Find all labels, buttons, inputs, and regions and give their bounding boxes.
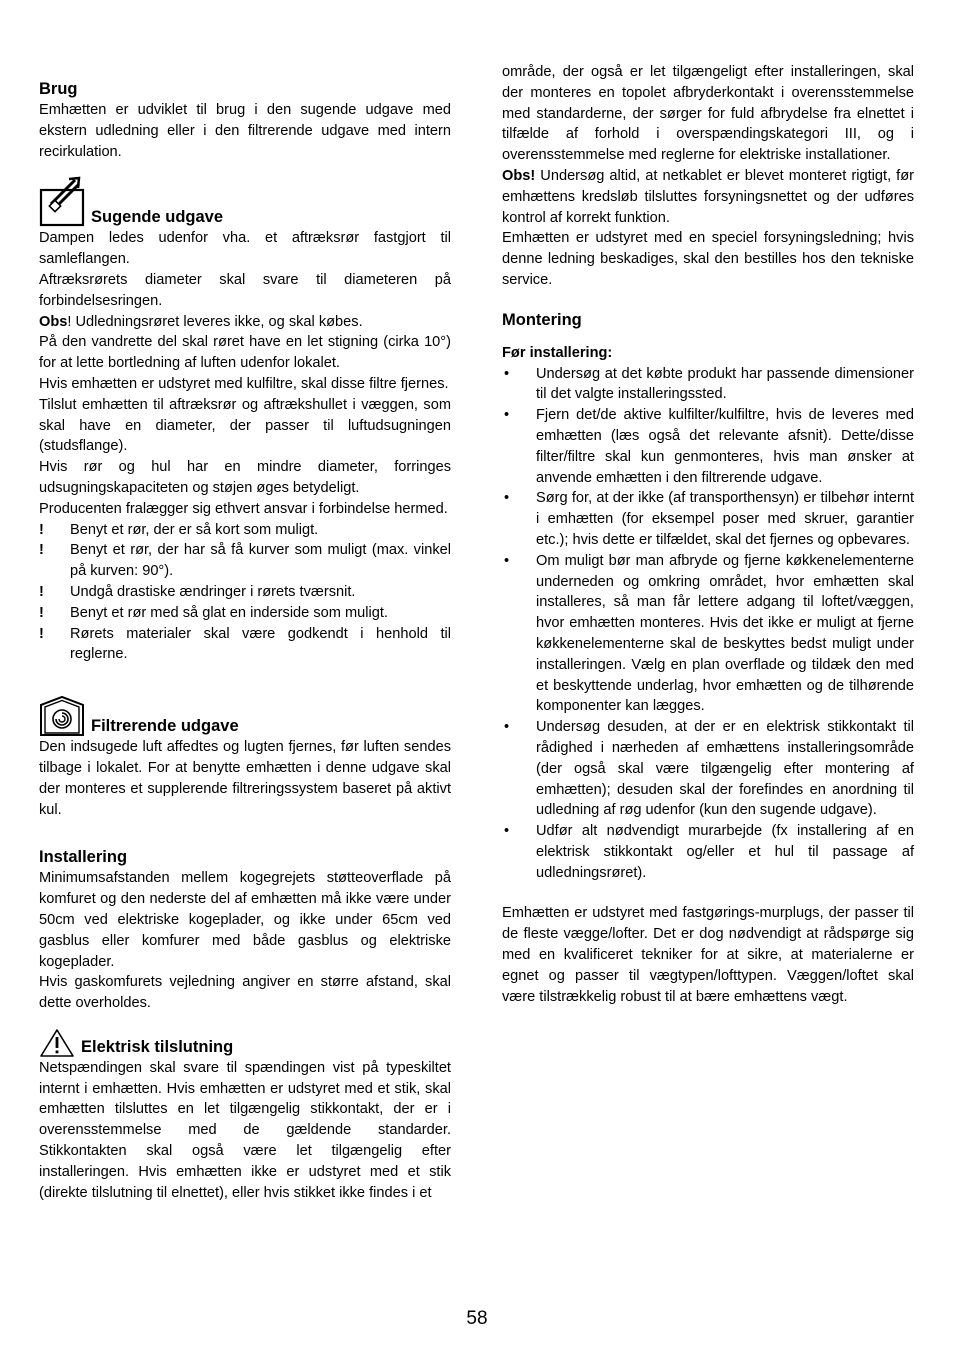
warning-text: Benyt et rør, der har så få kurver som muligt (max. vinkel på kurven: 90°). [70,542,451,580]
service-text: Emhætten er udstyret med en speciel forsyningsledning; hvis denne ledning beskadiges, skal den bestilles hos den tekniske service. [502,230,914,288]
sugende-obs [39,312,451,333]
bullet-text: Undersøg at det købte produkt har passende dimensioner til det valgte installeringssted. [536,365,914,403]
bullet-mark: • [504,365,510,382]
montering-closing: Emhætten er udstyret med fastgørings-murplugs, der passer til de fleste vægge/lofter. Det er dog nødvendigt at rådspørge sig med en kvalificeret tekniker for at sikre, at materialerne er egnet og passer til vægtypen/lofttypen. Væggen/loftet skal være tilstrækkelig robust til at bære emhættens vægt. [502,905,914,1005]
bullet-mark: • [504,552,510,569]
bullet-text: Fjern det/de aktive kulfilter/kulfiltre, hvis de leveres med emhætten (læs også det relevante afsnit). Dette/disse filter/filtre skal kun genmonteres, hvis man ønsker at anvende emhætten i den filtrerende udgave. [536,407,914,486]
obs-text: ! Udledningsrøret leveres ikke, og skal købes. [67,313,363,330]
warning-text: Benyt et rør, der er så kort som muligt. [70,521,319,538]
sugende-p2: Aftræksrørets diameter skal svare til diameteren på forbindelsesringen. [39,271,451,309]
warning-item [39,603,451,624]
filtrerende-header [39,695,451,737]
bullet-text: Om muligt bør man afbryde og fjerne køkkenelementerne underneden og omkring området, hvor emhætten skal installeres, så man får lettere adgang til loftet/væggen, hvor emhætten monteres. Hvis det ikke er muligt at fjerne køkkenelementerne skal de beskyttes bedst muligt under installeringen. Vælg en plan overflade og tildæk den med et beskyttende underlag, hvor emhætten og de tilhørende komponenter kan lægges. [536,552,914,715]
sugende-p6: Hvis rør og hul har en mindre diameter, forringes udsugningskapaciteten og støjen øges betydeligt. [39,459,451,496]
obs-label: Obs! [502,167,536,184]
sugende-header [39,176,451,228]
bullet-list [502,364,914,884]
heading-installering: Installering [39,848,128,867]
heading-sugende: Sugende udgave [91,208,224,227]
list-item [502,821,914,883]
warning-text: Benyt et rør med så glat en inderside som muligt. [70,604,388,621]
sugende-p3: På den vandrette del skal røret have en let stigning (cirka 10°) for at lette bortledning af luften udenfor lokalet. [39,334,451,372]
bullet-mark: • [504,407,510,424]
right-obs [502,166,914,228]
list-item [502,488,914,550]
warning-mark: ! [39,542,44,559]
warning-item [39,624,451,666]
obs-text: Undersøg altid, at netkablet er blevet monteret rigtigt, før emhættens kredsløb tilsluttes forsyningsnettet og der udføres kontrol af korrekt funktion. [502,167,914,226]
heading-brug: Brug [39,80,78,98]
right-column [502,62,914,1007]
bullet-text: Undersøg desuden, at der er en elektrisk stikkontakt til rådighed i nærheden af emhættens installeringsområde (der også skal være tilgængelig efter montering af emhætten); desuden skal der forefindes en anordning til udledning af røg udenfor (kun den sugende udgave). [536,719,914,819]
heading-filtrerende: Filtrerende udgave [91,717,239,736]
warning-mark: ! [39,521,44,538]
filtrerende-text: Den indsugede luft affedtes og lugten fjernes, før luften sendes tilbage i lokalet. For at benytte emhætten i denne udgave skal der monteres et supplerende filtreringssystem baseret på aktivt kul. [39,739,451,818]
warning-text: Rørets materialer skal være godkendt i henhold til reglerne. [70,625,451,663]
page-number: 58 [466,1308,488,1329]
obs-label: Obs [39,313,68,330]
elektrisk-header [39,1028,451,1058]
warning-text: Undgå drastiske ændringer i rørets tværsnit. [70,583,356,600]
sugende-p4: Hvis emhætten er udstyret med kulfiltre, skal disse filtre fjernes. [39,375,449,392]
installering-p1: Minimumsafstanden mellem kogegrejets støtteoverflade på komfuret og den nederste del af emhætten må ikke være under 50cm ved elektriske kogeplader, og ikke under 65cm ved gasblus eller komfurer med både gasblus og elektriske kogeplader. [39,870,451,970]
list-item [502,405,914,488]
bullet-mark: • [504,490,510,507]
duct-exhaust-icon [39,176,85,228]
brug-text: Emhætten er udviklet til brug i den sugende udgave med ekstern udledning eller i den filtrerende udgave med intern recirkulation. [39,102,451,160]
warning-item [39,520,451,541]
elektrisk-text: Netspændingen skal svare til spændingen vist på typeskiltet internt i emhætten. Hvis emhætten er udstyret med et stik, skal emhætten tilsluttes en let tilgængelig stikkontakt, der er i overensstemmelse med de gældende standarder. Stikkontakten skal også være let tilgængelig efter installeringen. Hvis emhætten ikke er udstyret med et stik (direkte tilslutning til elnettet), eller hvis stikket ikke findes i et [39,1059,451,1201]
sugende-p1: Dampen ledes udenfor vha. et aftræksrør fastgjort til samleflangen. [39,230,451,268]
bullet-mark: • [504,719,510,736]
bullet-mark: • [504,823,510,840]
left-column [39,62,451,1203]
sugende-p5: Tilslut emhætten til aftræksrør og aftrækshullet i væggen, som skal have en diameter, der passer til luftudsugningen (studsflange). [39,396,451,455]
warning-mark: ! [39,583,44,600]
subheading-for-installering: Før installering: [502,344,613,361]
list-item [502,551,914,717]
warning-triangle-icon [39,1028,75,1058]
bullet-text: Sørg for, at der ikke (af transporthensyn) er tilbehør internt i emhætten (for eksempel poser med skruer, garantier etc.); hvis dette er tilfældet, skal det fjernes og opbevares. [536,490,914,548]
bullet-text: Udfør alt nødvendigt murarbejde (fx installering af en elektrisk stikkontakt og/eller et hul til passage af udledningsrøret). [536,823,914,881]
sugende-p7: Producenten fralægger sig ethvert ansvar i forbindelse hermed. [39,500,448,517]
warning-list [39,520,451,666]
list-item [502,717,914,821]
warning-mark: ! [39,625,44,642]
elektrisk-continued: område, der også er let tilgængeligt efter installeringen, skal der monteres en topolet afbryderkontakt i overensstemmelse med standarderne, der sørger for fuld afbrydelse fra elnettet i tilfælde af forhold i overspændingskategori III, og i overensstemmelse med reglerne for elektriske installationer. [502,64,914,164]
warning-mark: ! [39,604,44,621]
recirculation-icon [39,695,85,737]
warning-item [39,582,451,603]
heading-montering: Montering [502,310,582,329]
list-item [502,364,914,406]
heading-elektrisk: Elektrisk tilslutning [81,1037,234,1056]
installering-p2: Hvis gaskomfurets vejledning angiver en større afstand, skal dette overholdes. [39,974,451,1012]
warning-item [39,540,451,582]
